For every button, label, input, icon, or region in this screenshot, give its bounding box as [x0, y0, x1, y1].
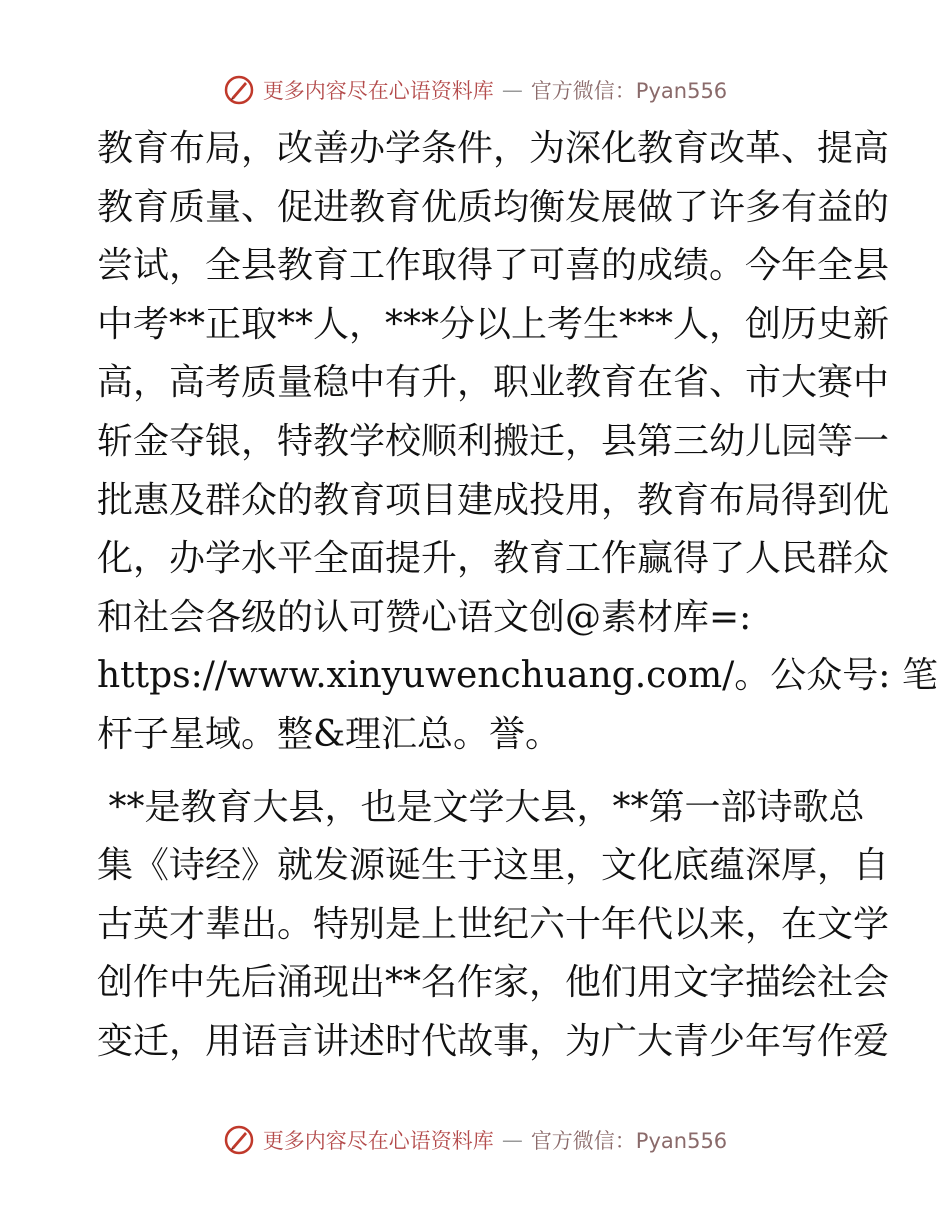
- text-line: 中考**正取**人，***分以上考生***人，创历史新: [97, 303, 890, 345]
- footer-brand: 更多内容尽在心语资料库: [262, 1129, 494, 1153]
- text-line: 高，高考质量稳中有升，职业教育在省、市大赛中: [97, 362, 890, 404]
- header-brand: 更多内容尽在心语资料库: [262, 79, 494, 103]
- text-line: 杆子星域。整&理汇总。誉。: [97, 713, 562, 755]
- text-line: https://www.xinyuwenchuang.com/。公众号: 笔: [97, 655, 938, 697]
- page-footer: [0, 1124, 950, 1156]
- quill-logo-icon: [223, 74, 255, 106]
- quill-logo-icon: [223, 1124, 255, 1156]
- text-line: 集《诗经》就发源诞生于这里，文化底蕴深厚，自: [97, 845, 890, 887]
- text-line: 斩金夺银，特教学校顺利搬迁，县第三幼儿园等一: [97, 420, 890, 462]
- text-line: 教育布局，改善办学条件，为深化教育改革、提高: [97, 128, 890, 169]
- header-wechat: 官方微信：Pyan556: [530, 79, 728, 103]
- paragraph-gap: [97, 765, 857, 779]
- header-separator: —: [501, 78, 523, 102]
- paragraph-1: [97, 120, 938, 765]
- page-header: [0, 74, 950, 106]
- paragraph-2: [97, 779, 890, 1072]
- body-text: [97, 120, 938, 1072]
- footer-wechat: 官方微信：Pyan556: [530, 1129, 728, 1153]
- footer-separator: —: [501, 1128, 523, 1152]
- text-line: 教育质量、促进教育优质均衡发展做了许多有益的: [97, 186, 890, 228]
- text-line: **是教育大县，也是文学大县，**第一部诗歌总: [97, 786, 865, 828]
- text-line: 化，办学水平全面提升，教育工作赢得了人民群众: [97, 538, 890, 580]
- text-line: 批惠及群众的教育项目建成投用，教育布局得到优: [97, 479, 890, 521]
- text-line: 尝试，全县教育工作取得了可喜的成绩。今年全县: [97, 245, 890, 287]
- text-line: 古英才辈出。特别是上世纪六十年代以来，在文学: [97, 903, 890, 945]
- text-line: 变迁，用语言讲述时代故事，为广大青少年写作爱: [97, 1020, 890, 1062]
- text-line: 创作中先后涌现出**名作家，他们用文字描绘社会: [97, 962, 890, 1004]
- text-line: 和社会各级的认可赞心语文创@素材库=:: [97, 596, 752, 638]
